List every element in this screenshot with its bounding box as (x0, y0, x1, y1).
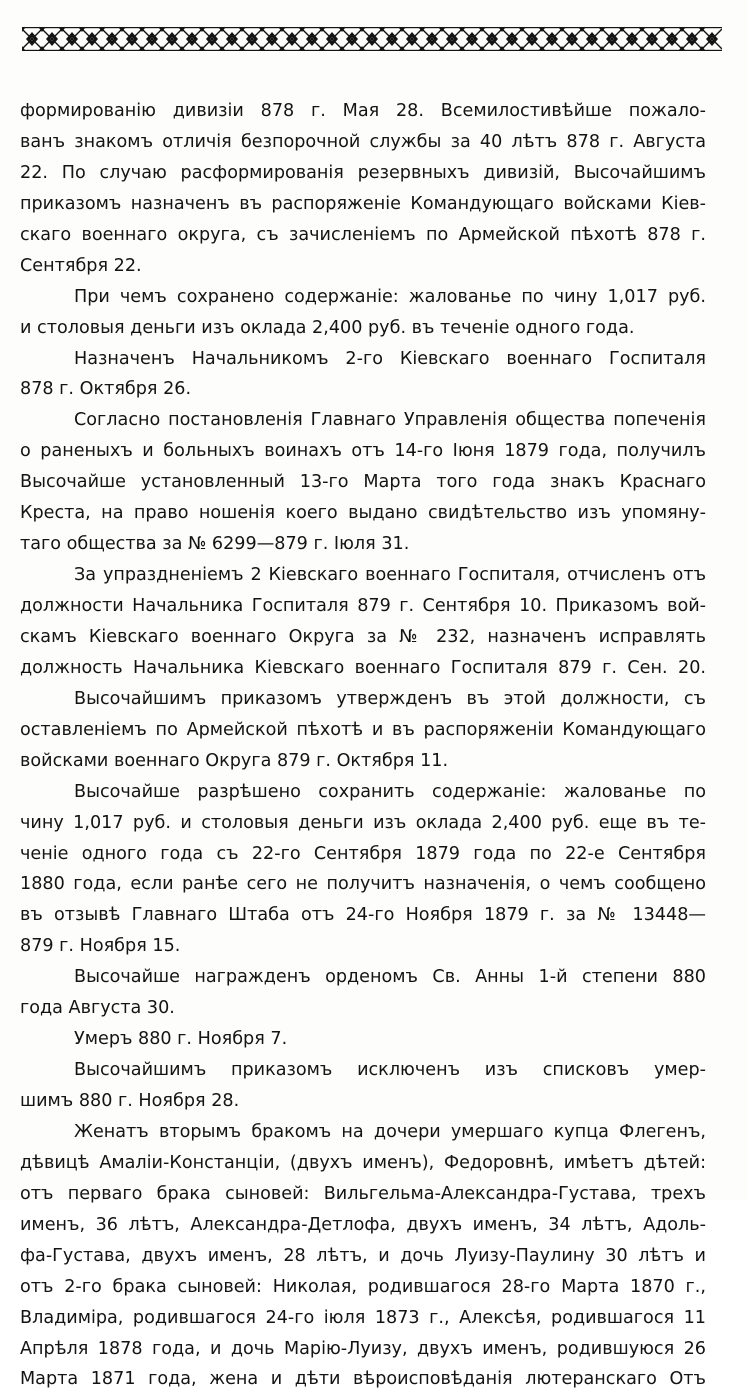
text-line: ченіе одного года съ 22-го Сентября 1879 года по 22-е Сентября (20, 843, 706, 864)
text-line: Высочайше установленный 13-го Марта того года знакъ Краснаго (20, 472, 706, 493)
text-line: Апрѣля 1878 года, и дочь Марію-Луизу, двухъ именъ, родившуюся 26 (20, 1338, 706, 1359)
text-line: формированію дивизіи 878 г. Мая 28. Всемилостивѣйше пожало- (20, 101, 706, 121)
text-line: Марта 1871 года, жена и дѣти вѣроисповѣданія лютеранскаго Отъ (20, 1369, 706, 1390)
text-line: скаго военнаго округа, съ зачисленіемъ по Армейской пѣхотѣ 878 г. (20, 224, 706, 245)
text-line: должности Начальника Госпиталя 879 г. Сентября 10. Приказомъ вой- (20, 596, 706, 616)
text-line: Высочайше награжденъ орденомъ Св. Анны 1-й степени 880 (74, 967, 706, 988)
text-line: года Августа 30. (20, 998, 175, 1019)
text-line: оставленіемъ по Армейской пѣхотѣ и въ распоряженіи Командующаго (20, 719, 706, 740)
text-line: Умеръ 880 г. Ноября 7. (74, 1029, 288, 1050)
text-line: 1880 года, если ранѣе сего не получитъ назначенія, о чемъ сообщено (20, 874, 706, 895)
document-body (20, 96, 706, 1395)
text-line: Высочайшимъ приказомъ исключенъ изъ списковъ умер- (74, 1060, 706, 1081)
text-line: Владиміра, родившагося 24-го іюля 1873 г., Алексѣя, родившагося 11 (20, 1307, 706, 1328)
text-line: 879 г. Ноября 15. (20, 936, 181, 957)
text-line: 22. По случаю расформированія резервныхъ дивизій, Высочайшимъ (20, 162, 706, 183)
text-line: дѣвицѣ Амаліи-Констанціи, (двухъ именъ), Федоровнѣ, имѣетъ дѣтей: (20, 1152, 706, 1173)
text-line: въ отзывѣ Главнаго Штаба отъ 24-го Ноября 1879 г. за № 13448— (20, 905, 706, 926)
text-line: Креста, на право ношенія коего выдано свидѣтельство изъ упомяну- (20, 503, 706, 524)
text-line: должность Начальника Кіевскаго военнаго Госпиталя 879 г. Сен. 20. (20, 657, 706, 678)
text-line: шимъ 880 г. Ноября 28. (20, 1091, 240, 1111)
text-line: скамъ Кіевскаго военнаго Округа за № 232, назначенъ исправлять (20, 626, 706, 647)
text-line: войсками военнаго Округа 879 г. Октября 11. (20, 750, 449, 771)
decorative-border-icon (22, 26, 722, 52)
text-line: и столовыя деньги изъ оклада 2,400 руб. въ теченіе одного года. (20, 317, 635, 338)
text-line: Согласно постановленія Главнаго Управленія общества попеченія (74, 410, 706, 431)
text-line: Высочайше разрѣшено сохранить содержаніе: жалованье по (74, 781, 706, 802)
text-line: фа-Густава, двухъ именъ, 28 лѣтъ, и дочь Луизу-Паулину 30 лѣтъ и (20, 1245, 706, 1266)
text-line: При чемъ сохранено содержаніе: жалованье по чину 1,017 руб. (74, 286, 706, 307)
text-line: отъ перваго брака сыновей: Вильгельма-Александра-Густава, трехъ (20, 1183, 706, 1204)
text-line: о раненыхъ и больныхъ воинахъ отъ 14-го Іюня 1879 года, получилъ (20, 441, 706, 462)
text-line: 878 г. Октября 26. (20, 379, 192, 400)
text-line: таго общества за № 6299—879 г. Іюля 31. (20, 534, 410, 555)
text-line: Высочайшимъ приказомъ утвержденъ въ этой должности, съ (74, 688, 706, 709)
text-line: ванъ знакомъ отличія безпорочной службы за 40 лѣтъ 878 г. Августа (20, 131, 706, 152)
text-line: Женатъ вторымъ бракомъ на дочери умершаго купца Флегенъ, (74, 1121, 706, 1142)
text-line: отъ 2-го брака сыновей: Николая, родившагося 28-го Марта 1870 г., (20, 1276, 706, 1297)
text-line: Назначенъ Начальникомъ 2-го Кіевскаго военнаго Госпиталя (74, 348, 706, 369)
text-line: именъ, 36 лѣтъ, Александра-Детлофа, двухъ именъ, 34 лѣтъ, Адоль- (20, 1214, 706, 1235)
text-line: Сентября 22. (20, 255, 142, 276)
text-line: За упраздненіемъ 2 Кіевскаго военнаго Госпиталя, отчисленъ отъ (74, 565, 706, 586)
text-line: приказомъ назначенъ въ распоряженіе Командующаго войсками Кіев- (20, 193, 706, 214)
text-line: чину 1,017 руб. и столовыя деньги изъ оклада 2,400 руб. еще въ те- (20, 812, 706, 833)
